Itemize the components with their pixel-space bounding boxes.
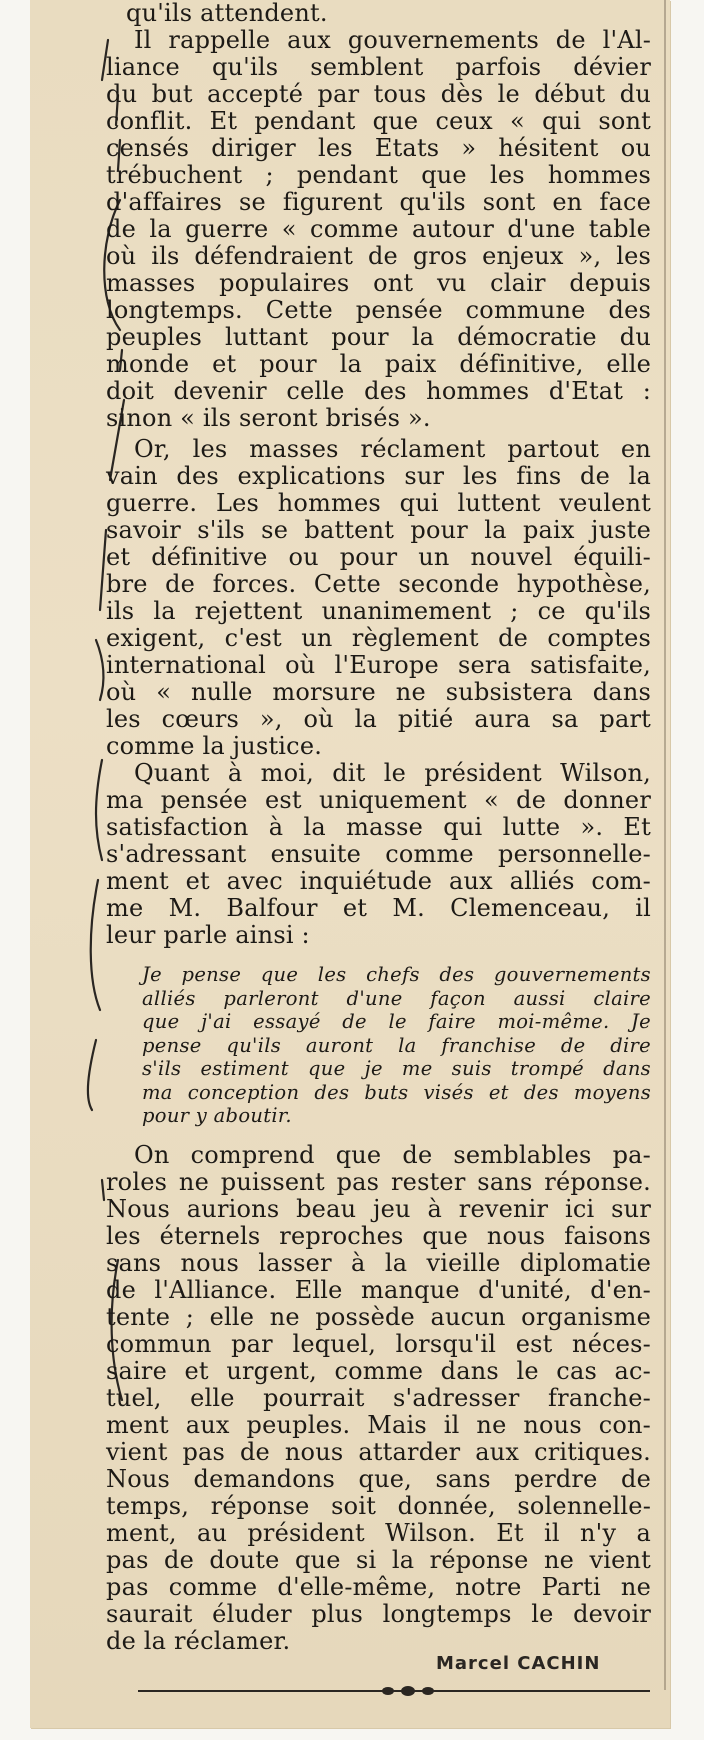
text-line: sans nous lasser à la vieille diplomatie bbox=[106, 1248, 651, 1277]
author-signature: Marcel CACHIN bbox=[436, 1653, 601, 1674]
text-line: les cœurs », où la pitié aura sa part bbox=[106, 705, 651, 733]
text-line: tente ; elle ne possède aucun organisme bbox=[106, 1302, 651, 1331]
text-line: ment aux peuples. Mais il ne nous con- bbox=[106, 1410, 651, 1439]
text-line: monde et pour la paix définitive, elle bbox=[106, 350, 651, 378]
text-line: conflit. Et pendant que ceux « qui sont bbox=[106, 107, 651, 135]
text-line: peuples luttant pour la démocratie du bbox=[106, 323, 651, 351]
text-line: roles ne puissent pas rester sans réponse. bbox=[106, 1167, 651, 1196]
text-line: savoir s'ils se battent pour la paix juste bbox=[106, 516, 651, 544]
text-line: vain des explications sur les fins de la bbox=[106, 462, 651, 490]
text-line: ment, au président Wilson. Et il n'y a bbox=[106, 1518, 651, 1547]
rule-ornament-icon bbox=[378, 1681, 438, 1701]
text-line: s'adressant ensuite comme personnelle- bbox=[106, 840, 651, 868]
text-line: ma pensée est uniquement « de donner bbox=[106, 786, 651, 814]
text-line: longtemps. Cette pensée commune des bbox=[106, 296, 651, 324]
text-line: ment et avec inquiétude aux alliés com- bbox=[106, 867, 651, 895]
text-line: commun par lequel, lorsqu'il est néces- bbox=[106, 1329, 651, 1358]
text-line: Nous aurions beau jeu à revenir ici sur bbox=[106, 1194, 651, 1223]
paragraph-4 bbox=[106, 1142, 651, 1655]
text-line: masses populaires ont vu clair depuis bbox=[106, 269, 651, 297]
text-line: On comprend que de semblables pa- bbox=[134, 1140, 651, 1169]
text-line: exigent, c'est un règlement de comptes bbox=[106, 624, 651, 652]
article-body bbox=[106, 0, 651, 1655]
text-line: doit devenir celle des hommes d'Etat : bbox=[106, 377, 651, 405]
text-line: censés diriger les Etats » hésitent ou bbox=[106, 134, 651, 162]
text-line: qu'ils attendent. bbox=[126, 0, 328, 27]
text-line: trébuchent ; pendant que les hommes bbox=[106, 161, 651, 189]
text-line: où ils défendraient de gros enjeux », les bbox=[106, 242, 651, 270]
text-line: du but accepté par tous dès le début du bbox=[106, 80, 651, 108]
text-line: me M. Balfour et M. Clemenceau, il bbox=[106, 894, 651, 922]
quote-line: pour y aboutir. bbox=[142, 1104, 292, 1127]
paragraph-3 bbox=[106, 760, 651, 949]
text-line: satisfaction à la masse qui lutte ». Et bbox=[106, 813, 651, 841]
text-line: pas comme d'elle-même, notre Parti ne bbox=[106, 1572, 651, 1601]
text-line: Or, les masses réclament partout en bbox=[134, 435, 651, 463]
text-line: de la guerre « comme autour d'une table bbox=[106, 215, 651, 243]
text-line: d'affaires se figurent qu'ils sont en face bbox=[106, 188, 651, 216]
text-line: guerre. Les hommes qui luttent veulent bbox=[106, 489, 651, 517]
wilson-quote bbox=[106, 963, 651, 1128]
text-line: Nous demandons que, sans perdre de bbox=[106, 1464, 651, 1493]
text-line: pas de doute que si la réponse ne vient bbox=[106, 1545, 651, 1574]
text-line: liance qu'ils semblent parfois dévier bbox=[106, 53, 651, 81]
text-line: saurait éluder plus longtemps le devoir bbox=[106, 1599, 651, 1628]
text-line: Quant à moi, dit le président Wilson, bbox=[134, 759, 651, 787]
paragraph-0 bbox=[106, 0, 651, 27]
text-line: où « nulle morsure ne subsistera dans bbox=[106, 678, 651, 706]
quote-line: Je pense que les chefs des gouvernements bbox=[142, 963, 651, 986]
text-line: international où l'Europe sera satisfaite, bbox=[106, 651, 651, 679]
quote-line: s'ils estiment que je me suis trompé dans bbox=[142, 1057, 651, 1080]
text-line: de la réclamer. bbox=[106, 1626, 291, 1655]
text-line: saire et urgent, comme dans le cas ac- bbox=[106, 1356, 651, 1385]
text-line: temps, réponse soit donnée, solennelle- bbox=[106, 1491, 651, 1520]
text-line: et définitive ou pour un nouvel équili- bbox=[106, 543, 651, 571]
text-line: leur parle ainsi : bbox=[106, 921, 310, 949]
text-line: comme la justice. bbox=[106, 732, 323, 760]
text-line: tuel, elle pourrait s'adresser franche- bbox=[106, 1383, 651, 1412]
text-line: vient pas de nous attarder aux critiques. bbox=[106, 1437, 651, 1466]
text-line: les éternels reproches que nous faisons bbox=[106, 1221, 651, 1250]
paragraph-2 bbox=[106, 436, 651, 760]
quote-line: que j'ai essayé de le faire moi-même. Je bbox=[142, 1010, 651, 1033]
text-line: bre de forces. Cette seconde hypothèse, bbox=[106, 570, 651, 598]
paragraph-1 bbox=[106, 27, 651, 432]
text-line: Il rappelle aux gouvernements de l'Al- bbox=[134, 26, 651, 54]
quote-line: alliés parleront d'une façon aussi claire bbox=[142, 986, 651, 1010]
quote-line: pense qu'ils auront la franchise de dire bbox=[142, 1033, 651, 1057]
text-line: de l'Alliance. Elle manque d'unité, d'en- bbox=[106, 1275, 651, 1304]
quote-line: ma conception des buts visés et des moyens bbox=[142, 1080, 651, 1104]
text-line: sinon « ils seront brisés ». bbox=[106, 404, 431, 432]
text-line: ils la rejettent unanimement ; ce qu'ils bbox=[106, 597, 651, 625]
